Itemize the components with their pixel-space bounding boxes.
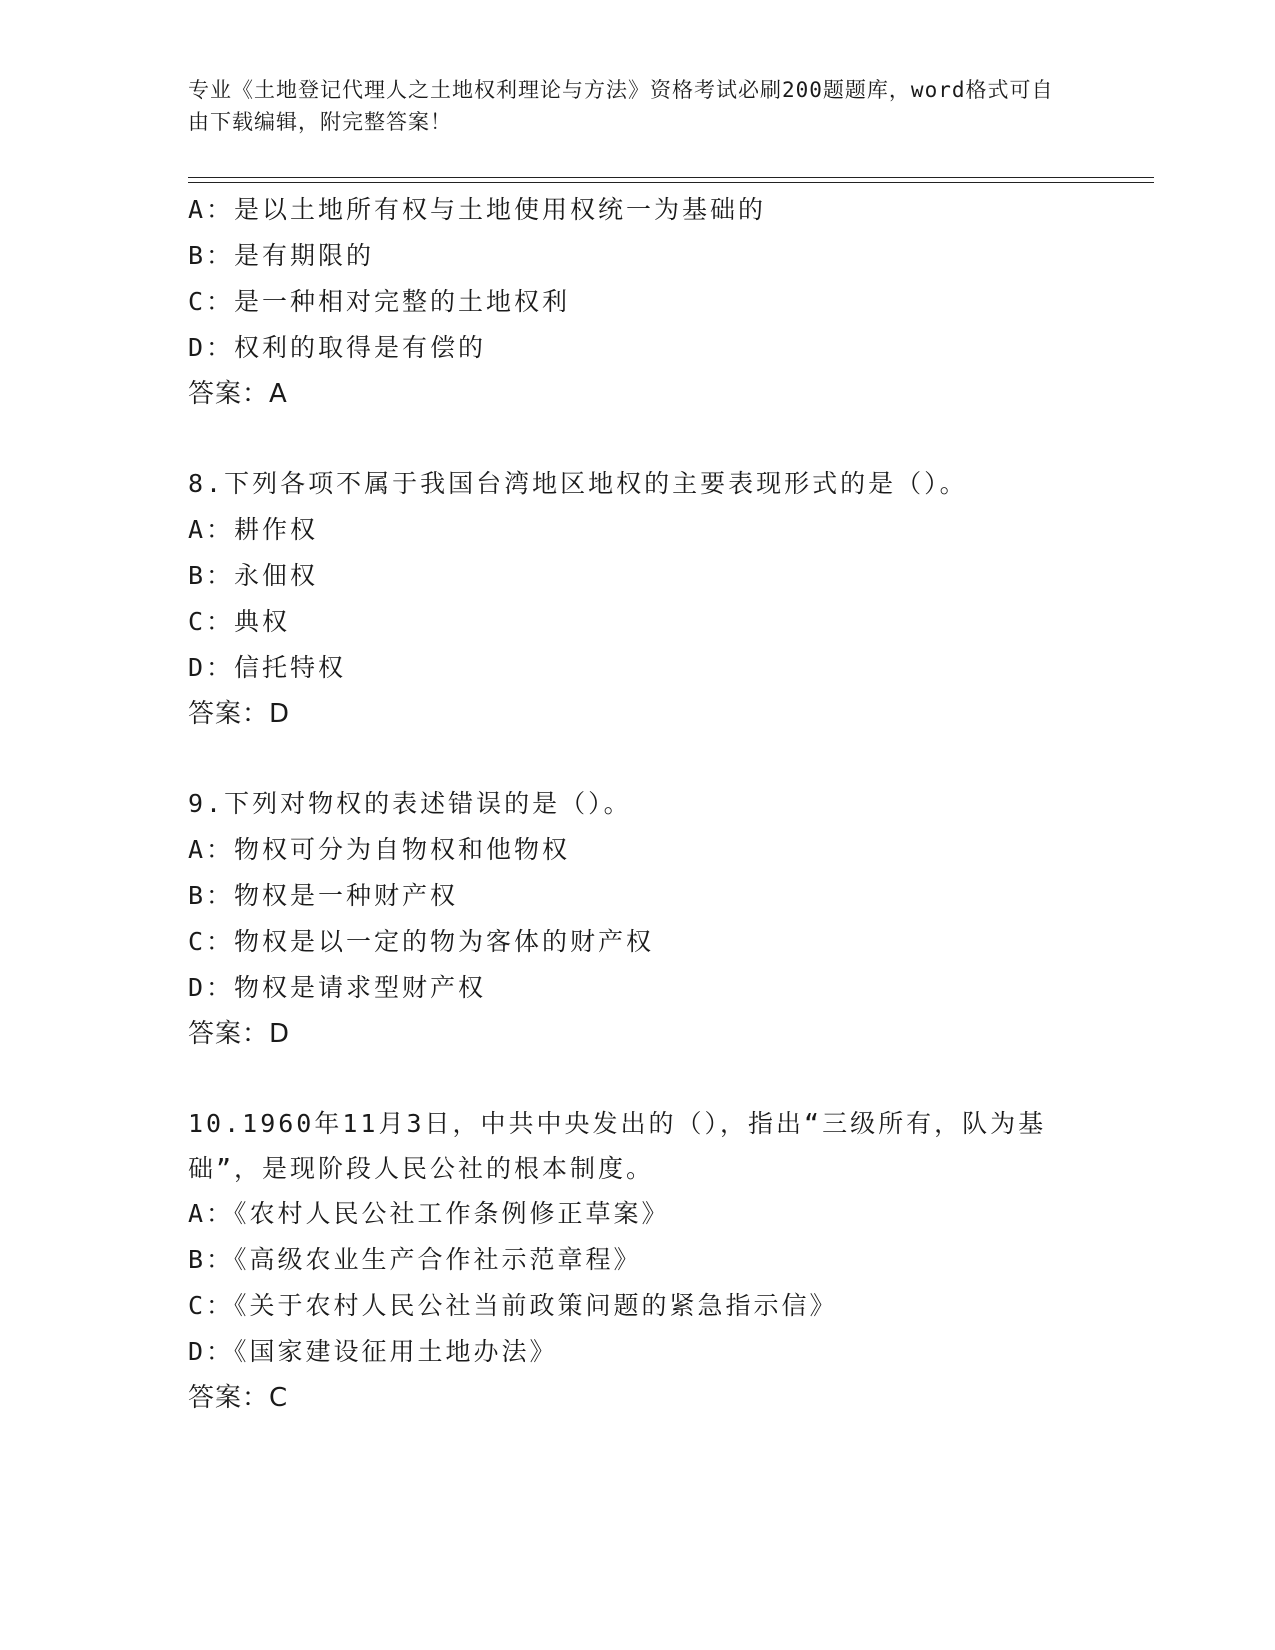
option-c: C：物权是以一定的物为客体的财产权 <box>188 927 655 956</box>
option-a: A：是以土地所有权与土地使用权统一为基础的 <box>188 195 767 224</box>
option-d: D：《国家建设征用土地办法》 <box>188 1337 558 1366</box>
header-rule-bottom <box>188 182 1154 183</box>
option-c: C：典权 <box>188 607 291 636</box>
question-title: 9.下列对物权的表述错误的是（）。 <box>188 789 632 818</box>
question-list <box>188 187 1088 1421</box>
question-block-prev <box>188 187 1088 417</box>
option-d: D：权利的取得是有偿的 <box>188 333 487 362</box>
question-block-8 <box>188 461 1088 737</box>
spacer <box>188 1057 1088 1101</box>
option-a: A：物权可分为自物权和他物权 <box>188 835 571 864</box>
option-a: A：《农村人民公社工作条例修正草案》 <box>188 1199 670 1228</box>
question-block-9 <box>188 781 1088 1057</box>
option-b: B：物权是一种财产权 <box>188 881 459 910</box>
header-rule-top <box>188 177 1154 178</box>
question-title: 10.1960年11月3日，中共中央发出的（），指出“三级所有，队为基础”，是现阶段人民公社的根本制度。 <box>188 1109 1047 1183</box>
question-title: 8.下列各项不属于我国台湾地区地权的主要表现形式的是（）。 <box>188 469 968 498</box>
spacer <box>188 417 1088 461</box>
option-b: B：是有期限的 <box>188 241 375 270</box>
option-c: C：是一种相对完整的土地权利 <box>188 287 571 316</box>
document-header <box>188 74 1068 138</box>
answer-line: 答案：A <box>188 379 288 409</box>
option-b: B：《高级农业生产合作社示范章程》 <box>188 1245 642 1274</box>
spacer <box>188 737 1088 781</box>
answer-line: 答案：D <box>188 1019 291 1049</box>
answer-line: 答案：C <box>188 1383 289 1413</box>
option-d: D：信托特权 <box>188 653 347 682</box>
question-block-10 <box>188 1101 1088 1421</box>
option-b: B：永佃权 <box>188 561 319 590</box>
option-d: D：物权是请求型财产权 <box>188 973 487 1002</box>
answer-line: 答案：D <box>188 699 291 729</box>
option-c: C：《关于农村人民公社当前政策问题的紧急指示信》 <box>188 1291 838 1320</box>
option-a: A：耕作权 <box>188 515 319 544</box>
header-text: 专业《土地登记代理人之土地权利理论与方法》资格考试必刷200题题库，word格式可自由下载编辑，附完整答案！ <box>188 78 1054 134</box>
